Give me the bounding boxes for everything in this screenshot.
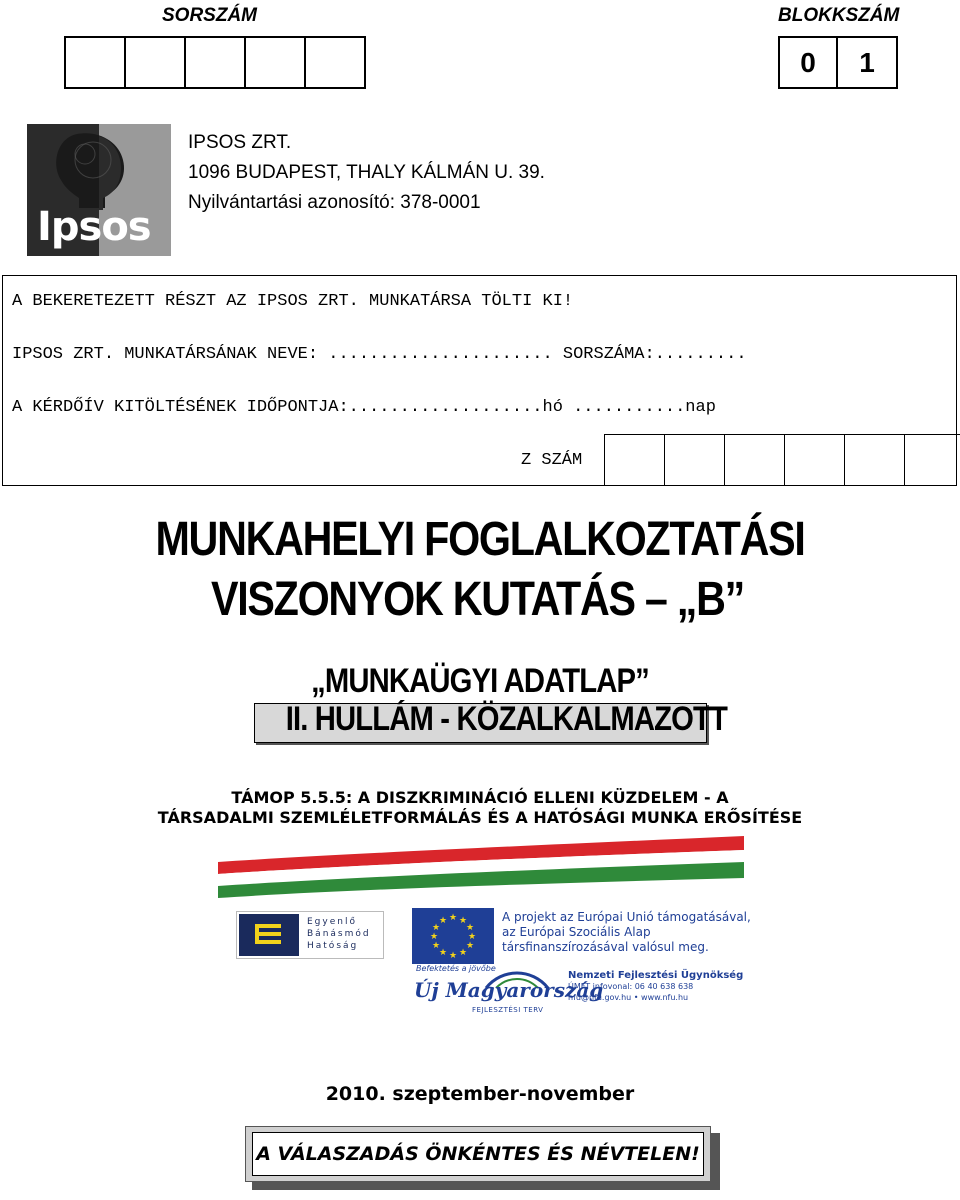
eu-text-line: az Európai Szociális Alap [502,925,651,939]
ipsos-logo-text: Ipsos [37,204,151,250]
z-szam-label: Z SZÁM [521,451,583,470]
svg-text:★: ★ [465,941,475,951]
nfu-line: nfu@nfu.gov.hu • www.nfu.hu [568,993,689,1002]
eu-text-line: társfinanszírozásával valósul meg. [502,940,709,954]
title-line-2-wrap [0,572,960,627]
sorszam-box[interactable] [126,38,186,87]
survey-period: 2010. szeptember-november [325,1083,635,1105]
fill-date-line[interactable]: A KÉRDŐÍV KITÖLTÉSÉNEK IDŐPONTJA:...................hó ...........nap [12,398,716,417]
frame-notice: A BEKERETEZETT RÉSZT AZ IPSOS ZRT. MUNKATÁRSA TÖLTI KI! [12,292,574,311]
sorszam-box[interactable] [66,38,126,87]
svg-text:★: ★ [458,948,468,958]
blokkszam-label: BLOKKSZÁM [778,5,900,26]
z-szam-box[interactable] [785,435,845,486]
svg-text:★: ★ [431,923,441,933]
umft-name: Új Magyarország [414,978,604,1002]
blokkszam-digit: 1 [859,46,875,78]
ebh-line: Bánásmód [307,929,371,939]
nfu-title: Nemzeti Fejlesztési Ügynökség [568,970,744,981]
title-line-4-wrap [254,700,727,739]
anonymous-notice: A VÁLASZADÁS ÖNKÉNTES ÉS NÉVTELEN! [256,1143,700,1165]
title-line-3: „MUNKAÜGYI ADATLAP” [311,662,649,700]
svg-text:★: ★ [431,941,441,951]
z-szam-box[interactable] [725,435,785,486]
interviewer-name-line[interactable]: IPSOS ZRT. MUNKATÁRSÁNAK NEVE: ...................... SORSZÁMA:......... [12,345,747,364]
title-line-2: VISZONYOK KUTATÁS – „B” [210,573,744,626]
title-line-1-wrap [0,512,960,567]
title-line-1: MUNKAHELYI FOGLALKOZTATÁSI [155,513,805,566]
project-line-2: TÁRSADALMI SZEMLÉLETFORMÁLÁS ÉS A HATÓSÁGI MUNKA ERŐSÍTÉSE [157,808,803,827]
eu-stars-icon [412,908,494,964]
sorszam-box[interactable] [186,38,246,87]
z-szam-boxes [604,434,960,486]
eu-flag [412,908,494,964]
ebh-logo [236,911,384,959]
eu-text-line: A projekt az Európai Unió támogatásával, [502,910,751,924]
blokkszam-digit: 0 [780,38,838,87]
z-szam-box[interactable] [605,435,665,486]
ebh-text [307,916,371,952]
svg-text:★: ★ [438,916,448,926]
company-block [188,128,545,218]
sorszam-boxes [64,36,366,89]
sorszam-box[interactable] [306,38,364,87]
svg-text:★: ★ [438,948,448,958]
flag-ribbon [218,832,746,902]
svg-text:★: ★ [467,932,477,942]
svg-text:★: ★ [458,916,468,926]
nfu-line: ÚMFT infovonal: 06 40 638 638 [568,982,694,991]
sorszam-box[interactable] [246,38,306,87]
subtitle-line-3-wrap [0,662,960,701]
ebh-line: Hatóság [307,941,359,951]
nfu-logo [568,970,743,1003]
z-szam-box[interactable] [905,435,960,486]
umft-tagline: Befektetés a jövőbe [416,964,496,973]
blokkszam-boxes [778,36,898,89]
company-address: 1096 BUDAPEST, THALY KÁLMÁN U. 39. [188,162,545,183]
svg-text:★: ★ [465,923,475,933]
svg-text:★: ★ [429,932,439,942]
ebh-emblem [239,914,299,956]
title-line-4: II. HULLÁM - KÖZALKALMAZOTT [285,700,727,738]
sorszam-label: SORSZÁM [162,5,257,26]
umft-logo [412,964,604,1020]
svg-text:★: ★ [448,913,458,923]
company-name: IPSOS ZRT. [188,132,292,153]
umft-sub: FEJLESZTÉSI TERV [472,1006,544,1014]
eu-support-text [502,910,751,955]
project-line-1: TÁMOP 5.5.5: A DISZKRIMINÁCIÓ ELLENI KÜZDELEM - A [231,788,729,807]
ipsos-logo [27,124,171,256]
company-registry: Nyilvántartási azonosító: 378-0001 [188,192,481,213]
svg-text:★: ★ [448,951,458,961]
z-szam-box[interactable] [845,435,905,486]
ebh-line: Egyenlő [307,917,357,927]
z-szam-box[interactable] [665,435,725,486]
